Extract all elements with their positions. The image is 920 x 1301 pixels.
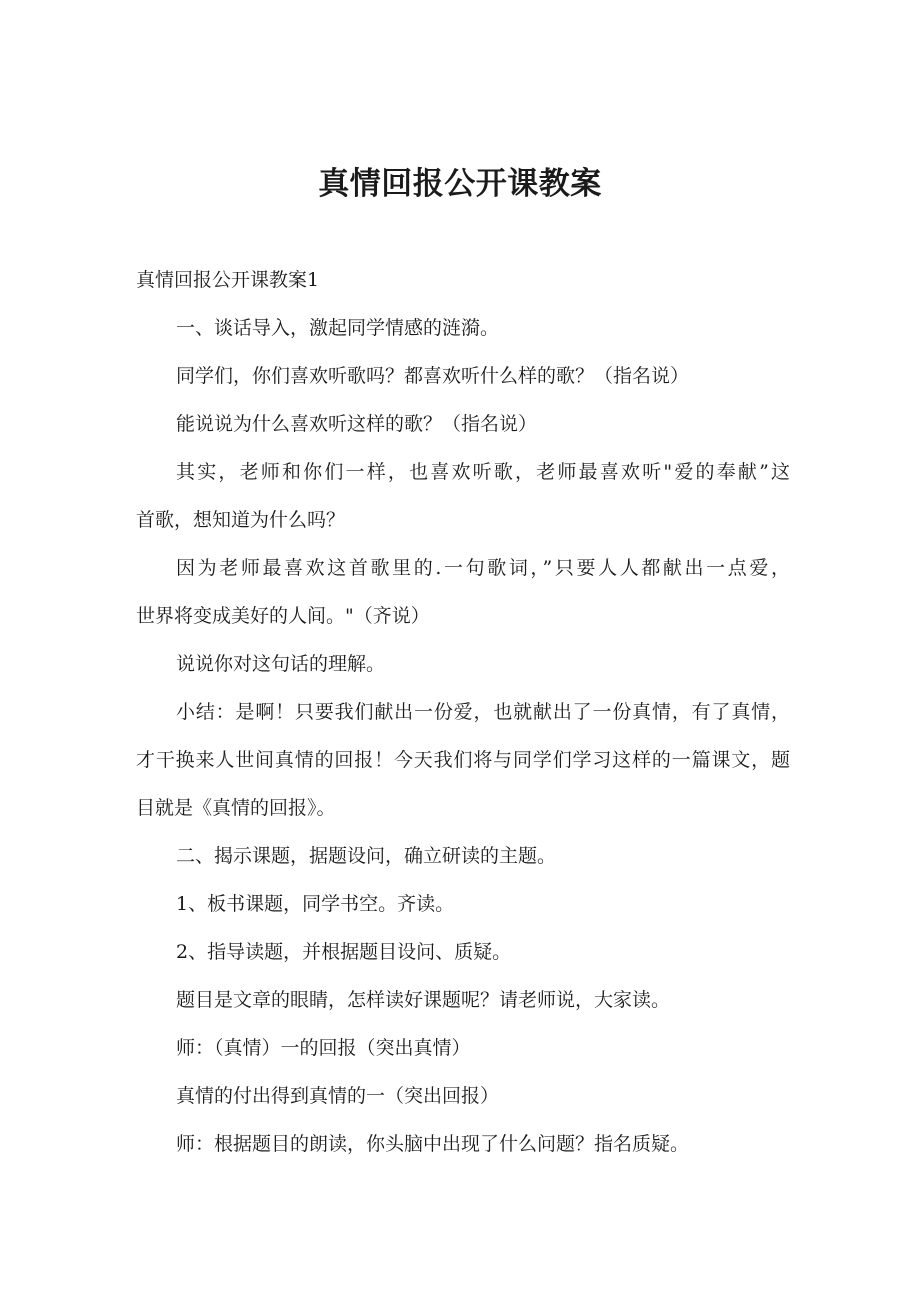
paragraph-line: 同学们，你们喜欢听歌吗？都喜欢听什么样的歌？（指名说） — [176, 365, 690, 387]
paragraph-line: 一、谈话导入，激起同学情感的涟漪。 — [176, 317, 500, 339]
paragraph-line: 因为老师最喜欢这首歌里的.一句歌词，”只要人人都献出一点爱， — [176, 557, 790, 579]
paragraph-line: 师：根据题目的朗读，你头脑中出现了什么问题？指名质疑。 — [176, 1133, 690, 1155]
paragraph-line: 二、揭示课题，据题设问，确立研读的主题。 — [176, 845, 557, 867]
section-heading: 真情回报公开课教案1 — [136, 269, 320, 291]
paragraph-line: 小结：是啊！只要我们献出一份爱，也就献出了一份真情，有了真情， — [176, 701, 790, 723]
paragraph-line: 才干换来人世间真情的回报！今天我们将与同学们学习这样的一篇课文，题 — [136, 749, 790, 771]
paragraph-line: 说说你对这句话的理解。 — [176, 653, 386, 675]
paragraph-line: 真情的付出得到真情的一（突出回报） — [176, 1085, 500, 1107]
paragraph-line: 1、板书课题，同学书空。齐读。 — [176, 893, 455, 915]
paragraph-line: 2、指导读题，并根据题目设问、质疑。 — [176, 941, 512, 963]
paragraph-line: 首歌，想知道为什么吗？ — [136, 509, 346, 531]
paragraph-line: 其实，老师和你们一样，也喜欢听歌，老师最喜欢听"爱的奉献”这 — [176, 461, 790, 483]
paragraph-line: 目就是《真情的回报》。 — [136, 797, 336, 819]
document-title: 真情回报公开课教案 — [318, 166, 602, 202]
paragraph-line: 师：（真情）一的回报（突出真情） — [176, 1037, 471, 1059]
paragraph-line: 题目是文章的眼睛，怎样读好课题呢？请老师说，大家读。 — [176, 989, 671, 1011]
paragraph-line: 世界将变成美好的人间。"（齐说） — [136, 605, 430, 627]
paragraph-line: 能说说为什么喜欢听这样的歌？（指名说） — [176, 413, 538, 435]
